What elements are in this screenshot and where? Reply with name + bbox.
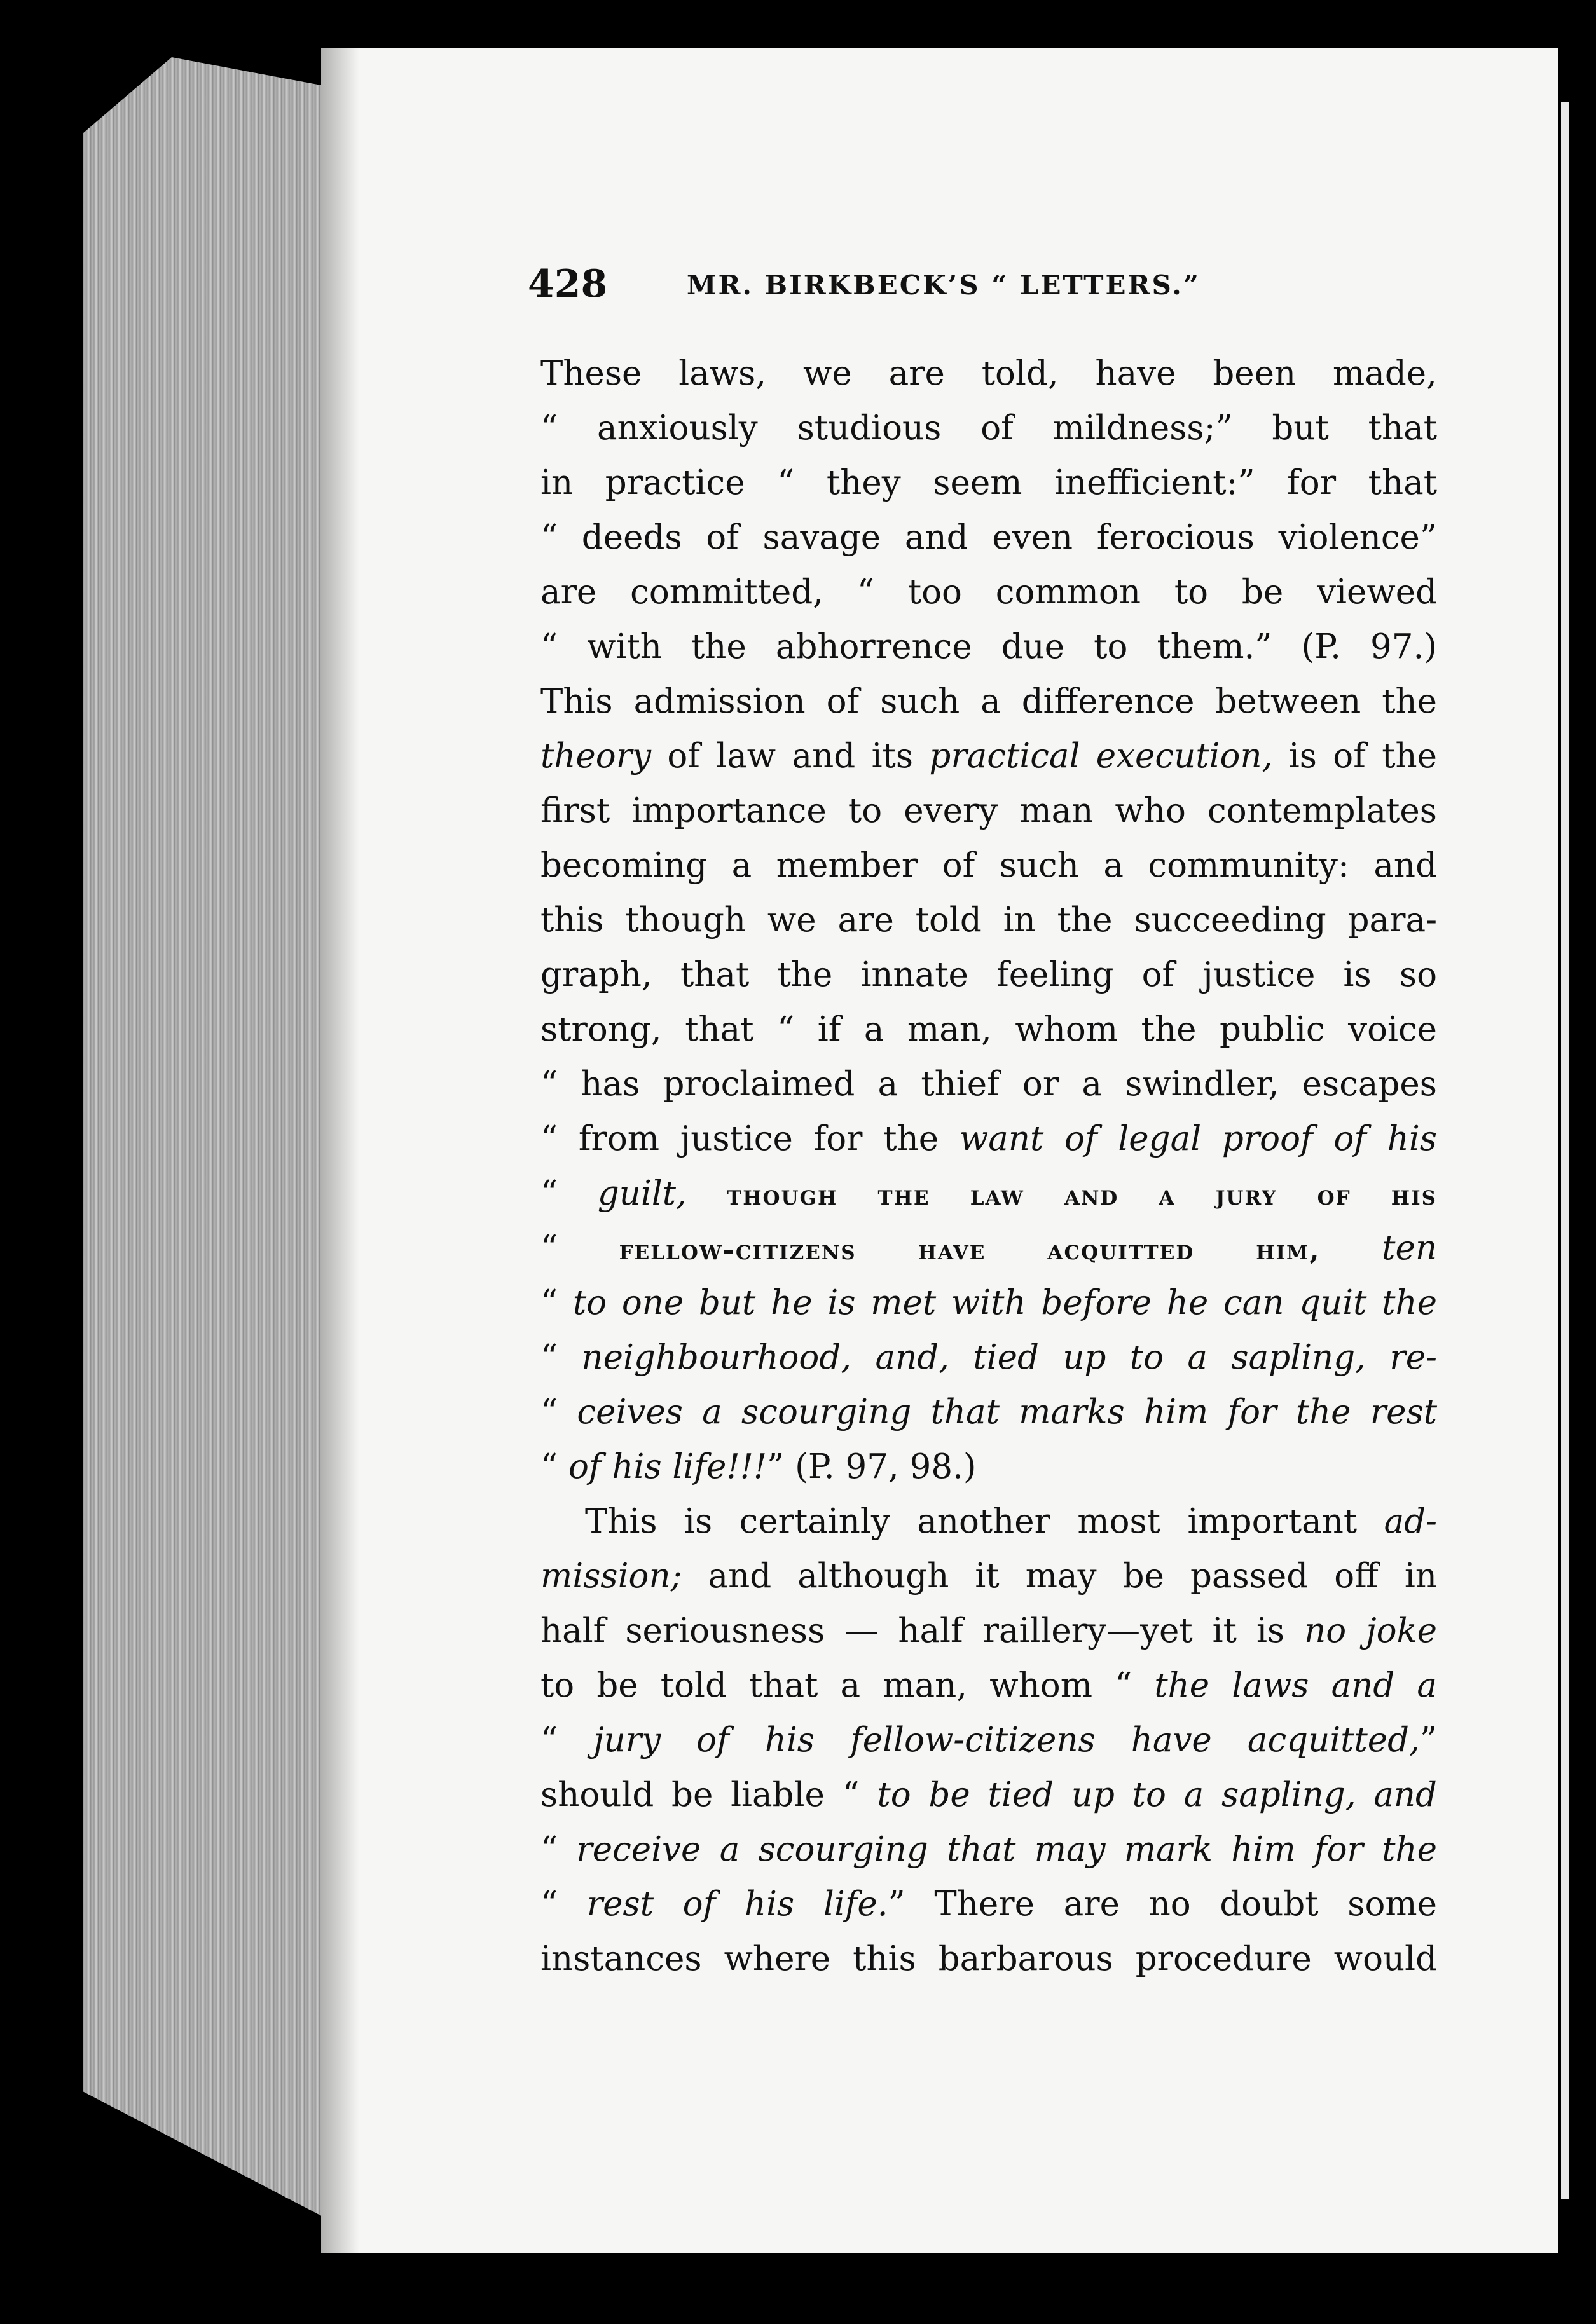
text-run: ” There are no doubt some (888, 1885, 1438, 1924)
text-run: of law and its (650, 737, 930, 776)
italic-text: jury of his fellow-citizens have acquitted, (593, 1721, 1420, 1760)
italic-text: theory (540, 737, 651, 776)
text-line (540, 1385, 1437, 1440)
text-run: “ (540, 1885, 587, 1924)
text-run: should be liable “ (540, 1775, 877, 1814)
text-run: “ has proclaimed a thief or a swindler, escapes (540, 1065, 1437, 1104)
italic-text: no joke (1304, 1611, 1438, 1650)
text-line (540, 401, 1437, 456)
text-line (540, 838, 1437, 893)
italic-text: ten (1320, 1229, 1437, 1268)
text-run: in practice “ they seem inefficient:” for that (540, 463, 1437, 502)
text-run: this though we are told in the succeeding para- (540, 901, 1437, 940)
text-line (540, 1549, 1437, 1604)
text-line (540, 1166, 1437, 1221)
text-run: are committed, “ too common to be viewed (540, 573, 1437, 612)
text-run: strong, that “ if a man, whom the public voice (540, 1010, 1437, 1049)
text-run: “ (540, 1721, 594, 1760)
text-line (540, 1440, 1437, 1494)
page-number: 428 (528, 262, 608, 306)
text-run: graph, that the innate feeling of justice is so (540, 955, 1437, 994)
text-line (540, 1658, 1437, 1713)
italic-text: the laws and a (1154, 1666, 1437, 1705)
italic-text: neighbourhood, and, tied up to a sapling, re- (581, 1338, 1437, 1377)
italic-text: ceives a scourging that marks him for the rest (577, 1393, 1437, 1432)
text-run: ” (P. 97, 98.) (767, 1447, 977, 1486)
text-line (540, 729, 1437, 784)
text-run: is of the (1272, 737, 1437, 776)
text-run: “ (540, 1830, 577, 1869)
text-run: and although it may be passed off in (682, 1557, 1437, 1596)
italic-text: guilt, (597, 1174, 687, 1213)
italic-text: receive a scourging that may mark him for the (576, 1830, 1437, 1869)
italic-text: rest of his life. (586, 1885, 888, 1924)
text-run: “ from justice for the (540, 1119, 960, 1158)
text-run: ” (1419, 1721, 1437, 1760)
text-line (540, 346, 1437, 401)
text-line (540, 1822, 1437, 1877)
gutter-shadow (321, 48, 359, 2253)
italic-text: mission; (540, 1557, 682, 1596)
text-run: “ (540, 1447, 568, 1486)
text-line (540, 510, 1437, 565)
text-run: “ (540, 1229, 619, 1268)
text-line (540, 1713, 1437, 1768)
text-run: These laws, we are told, have been made, (540, 354, 1437, 393)
text-line (540, 620, 1437, 674)
text-line (540, 1877, 1437, 1932)
text-run: instances where this barbarous procedure would (540, 1939, 1437, 1978)
facing-page-edge (1561, 102, 1569, 2199)
text-line (540, 565, 1437, 620)
body-text (540, 346, 1437, 1986)
text-run: to be told that a man, whom “ (540, 1666, 1155, 1705)
text-line (540, 456, 1437, 510)
text-line (540, 1604, 1437, 1658)
text-run: This is certainly another most important (585, 1502, 1384, 1541)
text-line (540, 1768, 1437, 1822)
text-run: half seriousness — half raillery—yet it is (540, 1611, 1305, 1650)
text-line (540, 1002, 1437, 1057)
text-line (540, 1330, 1437, 1385)
text-line (540, 674, 1437, 729)
text-run: “ (540, 1283, 573, 1322)
small-caps-text: fellow-citizens have acquitted him, (619, 1234, 1321, 1266)
page-header (528, 262, 1418, 313)
italic-text: of his life!!! (568, 1447, 767, 1486)
text-run: “ (540, 1338, 582, 1377)
text-line (540, 1112, 1437, 1166)
text-run: “ deeds of savage and even ferocious violence” (540, 518, 1437, 557)
italic-text: to one but he is met with before he can quit the (572, 1283, 1437, 1322)
text-line (540, 784, 1437, 838)
text-line (540, 1057, 1437, 1112)
text-run: “ anxiously studious of mildness;” but that (540, 409, 1437, 448)
text-line (540, 1276, 1437, 1330)
italic-text: ad- (1384, 1502, 1437, 1541)
small-caps-text: though the law and a jury of his (686, 1179, 1437, 1212)
text-line (540, 1494, 1437, 1549)
text-run: “ (540, 1174, 598, 1213)
italic-text: want of legal proof of his (959, 1119, 1437, 1158)
running-head: MR. BIRKBECK’S “ LETTERS.” (687, 270, 1201, 301)
text-run: This admission of such a difference between the (540, 682, 1437, 721)
text-line (540, 1221, 1437, 1276)
italic-text: to be tied up to a sapling, and (877, 1775, 1437, 1814)
text-run: “ with the abhorrence due to them.” (P. 97.) (540, 627, 1437, 666)
text-run: “ (540, 1393, 577, 1432)
italic-text: practical execution, (929, 737, 1273, 776)
text-line (540, 1932, 1437, 1986)
text-line (540, 893, 1437, 948)
text-run: first importance to every man who contemplates (540, 791, 1437, 830)
text-run: becoming a member of such a community: and (540, 846, 1437, 885)
text-line (540, 948, 1437, 1002)
